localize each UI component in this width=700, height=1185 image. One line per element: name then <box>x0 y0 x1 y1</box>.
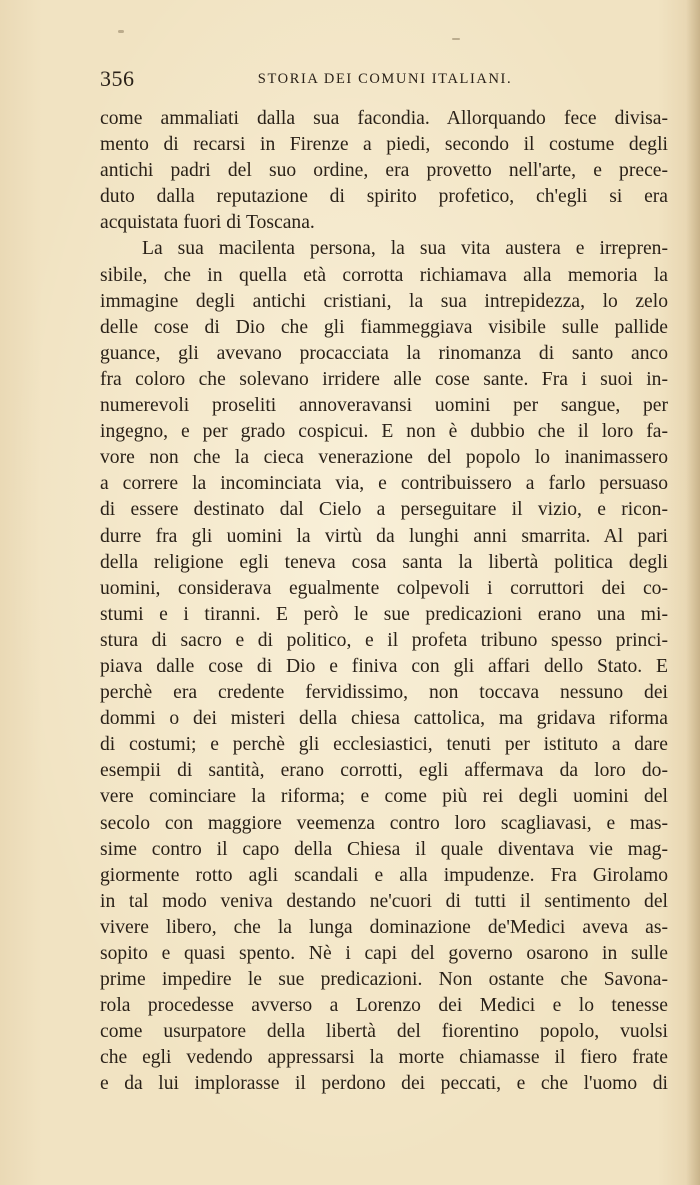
text-line: della religione egli teneva cosa santa la libertà politica degli <box>100 551 668 573</box>
text-line: prime impedire le sue predicazioni. Non ostante che Savona- <box>100 969 668 991</box>
text-line: immagine degli antichi cristiani, la sua intrepidezza, lo zelo <box>100 290 668 312</box>
text-line: di costumi; e perchè gli ecclesiastici, tenuti per istituto a dare <box>100 734 668 756</box>
text-line: sopito e quasi spento. Nè i capi del governo osarono in sulle <box>100 943 668 964</box>
text-line: esempii di santità, erano corrotti, egli affermava da loro do- <box>100 760 668 782</box>
text-line: vere cominciare la riforma; e come più rei degli uomini del <box>100 786 668 808</box>
text-line: fra coloro che solevano irridere alle cose sante. Fra i suoi in- <box>100 368 668 390</box>
text-line: dommi o dei misteri della chiesa cattolica, ma gridava riforma <box>100 708 668 730</box>
text-line: stumi e i tiranni. E però le sue predicazioni erano una mi- <box>100 603 668 625</box>
text-line: come usurpatore della libertà del fiorentino popolo, vuolsi <box>100 1021 668 1043</box>
text-line: in tal modo veniva destando ne'cuori di tutti il sentimento del <box>100 890 668 912</box>
text-line: che egli vedendo appressarsi la morte chiamasse il fiero frate <box>100 1047 668 1069</box>
text-line: secolo con maggiore veemenza contro loro scagliavasi, e mas- <box>100 812 668 834</box>
text-line: ingegno, e per grado cospicui. E non è dubbio che il loro fa- <box>100 421 668 443</box>
text-line: duto dalla reputazione di spirito profetico, ch'egli si era <box>100 186 668 208</box>
text-line: e da lui implorasse il perdono dei peccati, e che l'uomo di <box>100 1073 668 1095</box>
body-text <box>100 106 668 1098</box>
text-line: rola procedesse avverso a Lorenzo dei Medici e lo tenesse <box>100 995 668 1017</box>
text-line: a correre la incominciata via, e contribuissero a farlo persuaso <box>100 473 668 495</box>
text-line: guance, gli avevano procacciata la rinomanza di santo anco <box>100 342 668 364</box>
text-line: La sua macilenta persona, la sua vita austera e irrepren- <box>142 238 668 260</box>
page-number: 356 <box>100 66 135 91</box>
running-title: STORIA DEI COMUNI ITALIANI. <box>257 71 513 87</box>
text-line: sime contro il capo della Chiesa il quale diventava vie mag- <box>100 838 668 860</box>
text-line: uomini, considerava egualmente colpevoli i corruttori dei co- <box>100 577 668 599</box>
text-line: come ammaliati dalla sua facondia. Allorquando fece divisa- <box>100 108 668 129</box>
text-line: durre fra gli uomini la virtù da lunghi anni smarrita. Al pari <box>100 525 668 547</box>
text-line: di essere destinato dal Cielo a perseguitare il vizio, e ricon- <box>100 499 668 521</box>
page-edge-shadow <box>686 0 700 1185</box>
page-header <box>100 66 670 96</box>
text-line: perchè era credente fervidissimo, non toccava nessuno dei <box>100 682 668 704</box>
text-line: acquistata fuori di Toscana. <box>100 212 315 234</box>
text-line: piava dalle cose di Dio e finiva con gli affari dello Stato. E <box>100 655 668 677</box>
text-line: mento di recarsi in Firenze a piedi, secondo il costume degli <box>100 134 668 156</box>
text-line: giormente rotto agli scandali e alla impudenze. Fra Girolamo <box>100 864 668 886</box>
text-line: stura di sacro e di politico, e il profeta tribuno spesso princi- <box>100 629 668 651</box>
paper-fleck <box>452 38 460 40</box>
text-line: vore non che la cieca venerazione del popolo lo inanimassero <box>100 447 668 469</box>
text-line: delle cose di Dio che gli fiammeggiava visibile sulle pallide <box>100 316 668 338</box>
paper-fleck <box>118 30 124 33</box>
text-line: vivere libero, che la lunga dominazione de'Medici aveva as- <box>100 916 668 938</box>
text-line: antichi padri del suo ordine, era provetto nell'arte, e prece- <box>100 160 668 182</box>
text-line: sibile, che in quella età corrotta richiamava alla memoria la <box>100 264 668 286</box>
text-line: numerevoli proseliti annoveravansi uomini per sangue, per <box>100 395 668 417</box>
